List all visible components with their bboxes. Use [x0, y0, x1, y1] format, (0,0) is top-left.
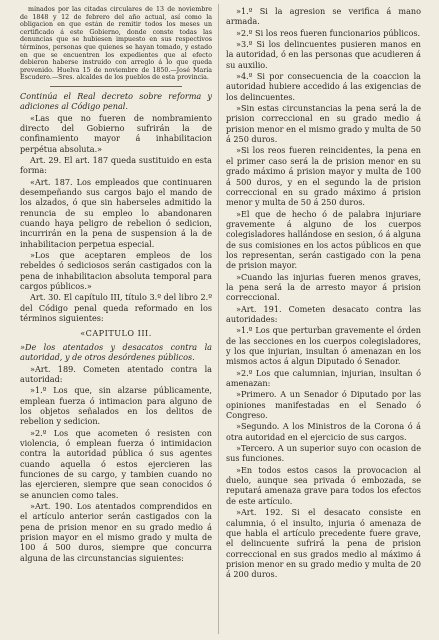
paragraph: »4.º Si por consecuencia de la coaccion la autoridad hubiere accedido á las exigencias de los delincuentes. — [226, 71, 421, 102]
paragraph: »Tercero. A un superior suyo con ocasion de sus funciones. — [226, 443, 421, 464]
paragraph: »Sin estas circunstancias la pena será la de prision correccional en su grado medio á prision menor en el mismo grado y multa de 50 á 250 duros. — [226, 103, 421, 145]
paragraph: »En todos estos casos la provocacion al duelo, aunque sea privada ó embozada, se reputará amenaza grave para todos los efectos de este artículo. — [226, 464, 421, 506]
paragraph: »Los que aceptaren empleos de los rebeldes ó sediciosos serán castigados con la pena de inhabilitacion absoluta temporal para cargos públicos.» — [20, 250, 212, 292]
paragraph: Art. 29. El art. 187 queda sustituido en esta forma: — [20, 155, 212, 176]
paragraph: »Art. 192. Si el desacato consiste en calumnia, ó el insulto, injuria ó amenaza de que habla el artículo precedente fuere grave, el delincuente sufrirá la pena de prision correccional en sus grados medio al máximo á prision menor en su grado medio y multa de 20 á 200 duros. — [226, 507, 421, 580]
chapter-subheading: »De los atentados y desacatos contra la autoridad, y de otros desórdenes públicos. — [20, 341, 212, 363]
paragraph: »Cuando las injurias fueren menos graves, la pena será la de arresto mayor á prision correccional. — [226, 271, 421, 303]
paragraph: »Art. 191. Cometen desacato contra las autoridades: — [226, 303, 421, 324]
paragraph: »El que de hecho ó de palabra injuriare gravemente á alguno de los cuerpos colegisladores hallándose en sesion, ó á alguna de sus comisiones en los actos públicos en que los representan, serán castigado con la pena de prision mayor. — [226, 208, 421, 271]
paragraph: »2.º Si los reos fueren funcionarios públicos. — [236, 27, 421, 38]
right-column — [226, 6, 421, 632]
paragraph: »Art. 190. Los atentados comprendidos en el artículo anterior serán castigados con la pena de prision menor en su grado medio á prision mayor en el mismo grado y multa de 100 á 500 duros, siempre que concurra alguna de las circunstancias siguientes: — [20, 501, 212, 563]
left-column — [20, 6, 212, 632]
section-separator — [50, 86, 182, 87]
decree-subtitle: Continúa el Real decreto sobre reforma y adiciones al Código penal. — [20, 90, 212, 112]
paragraph: »Art. 189. Cometen atentado contra la autoridad: — [20, 363, 212, 384]
paragraph: »Segundo. A los Ministros de la Corona ó á otra autoridad en el ejercicio de sus cargos. — [226, 421, 421, 442]
paragraph: «Art. 187. Los empleados que continuaren desempeñando sus cargos bajo el mando de los alzados, ó que sin haberseles admitido la renuncia de su empleo lo abandonaren cuando haya peligro de rebelion ó sedicion, incurrirán en la pena de suspension á la de inhabilitacion perpetua especial. — [20, 176, 212, 249]
chapter-heading: «CAPITULO III. — [80, 327, 152, 338]
paragraph: »2.º Los que acometen ó resisten con violencia, ó emplean fuerza ó intimidacion contra la autoridad pública ó sus agentes cuando aquella ó estos ejercieren las funciones de su cargo, y tambien cuando no las ejercieren, siempre que sean conocidos ó se anuncien como tales. — [20, 427, 212, 500]
paragraph: »1.º Los que perturban gravemente el órden de las secciones en los cuerpos colegisladores, y los que injurian, insultan ó amenazan en los mismos actos á algun Diputado ó Senador. — [226, 325, 421, 367]
paragraph: »1.º Si la agresion se verifica á mano armada. — [226, 6, 421, 27]
paragraph: »3.º Si los delincuentes pusieren manos en la autoridad, ó en las personas que acudieren á su auxilio. — [226, 39, 421, 70]
paragraph: »2.º Los que calumnian, injurian, insultan ó amenazan: — [226, 367, 421, 389]
paragraph: «Las que no fueren de nombramiento directo del Gobierno sufrirán la de confinamiento mayor á inhabilitacion perpétua absoluta.» — [20, 112, 212, 154]
paragraph: »Si los reos fueren reincidentes, la pena en el primer caso será la de prision menor en su grado máximo á prision mayor y multa de 100 á 500 duros, y en el segundo la de prision correccional en su grado máximo á prision menor y multa de 50 á 250 duros. — [226, 145, 421, 208]
paragraph: »Primero. A un Senador ó Diputado por las opiniones manifestadas en el Senado ó Congreso. — [226, 389, 421, 421]
paragraph: Art. 30. El capítulo III, título 3.º del libro 2.º del Código penal queda reformado en los términos siguientes: — [20, 292, 212, 324]
column-divider — [218, 4, 219, 634]
circular-paragraph: mínados por las citadas circulares de 13 de noviembre de 1848 y 12 de febrero del año actual, así como la obligacion en que están de remitir todos los meses un certificado á este Gobierno, donde conste todas las denuncias que se hubiesen impuesto en sus respectivos términos, personas que quienes se hayan tomado, y estado en que se encuentren los expedientes que al efecto debieron haberse instruido con arreglo á lo que queda prevenido. Huelva 15 de noviembre de 1850.—José María Escudero.—Sres. alcaldes de los pueblos de esta provincia. — [20, 6, 212, 82]
paragraph: »1.º Los que, sin alzarse públicamente, emplean fuerza ó intimacion para alguno de los objetos señalados en los delitos de rebelion y sedicion. — [20, 385, 212, 427]
